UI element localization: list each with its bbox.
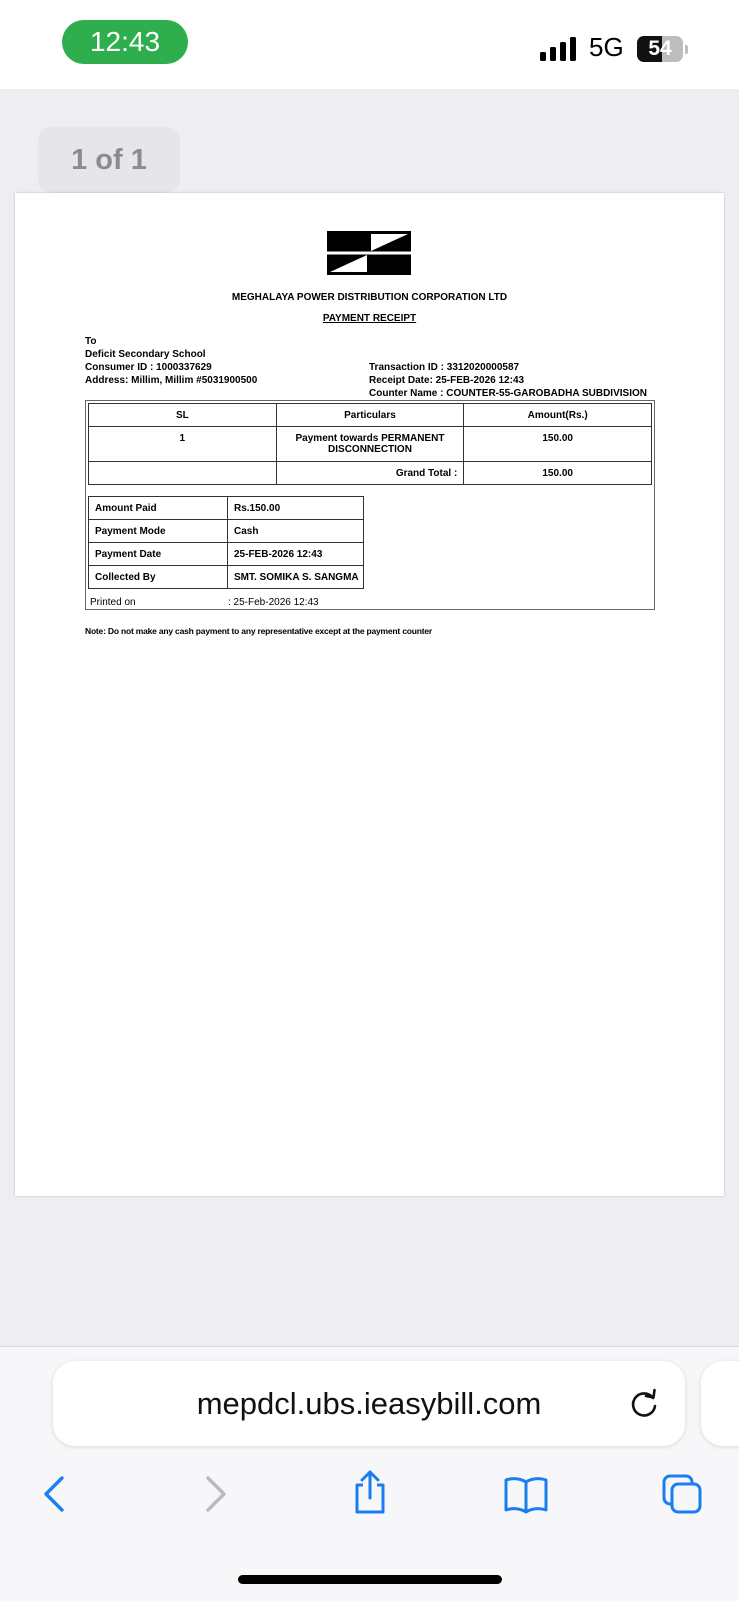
receipt-box — [85, 400, 655, 610]
status-bar — [0, 0, 739, 89]
grand-total-label: Grand Total : — [276, 462, 464, 485]
share-icon[interactable] — [348, 1468, 392, 1516]
payment-note: Note: Do not make any cash payment to any representative except at the payment counter — [85, 626, 432, 636]
url-text[interactable]: mepdcl.ubs.ieasybill.com — [196, 1386, 542, 1421]
network-type: 5G — [589, 32, 624, 62]
battery-level: 54 — [648, 37, 672, 60]
transaction-block — [369, 361, 647, 400]
company-logo — [327, 231, 411, 275]
summary-label: Payment Mode — [89, 520, 228, 543]
consumer-address: Address: Millim, Millim #5031900500 — [85, 375, 258, 386]
summary-label: Payment Date — [89, 543, 228, 566]
reload-icon[interactable] — [625, 1385, 663, 1423]
grand-total-value: 150.00 — [464, 462, 652, 485]
pdf-page[interactable] — [15, 193, 724, 1196]
battery-cap — [685, 45, 688, 54]
payment-summary-table — [88, 496, 364, 589]
next-tab-peek[interactable] — [701, 1361, 739, 1446]
consumer-name: Deficit Secondary School — [85, 349, 206, 360]
back-icon[interactable] — [34, 1472, 78, 1516]
summary-row-payment-mode — [89, 520, 364, 543]
consumer-id: Consumer ID : 1000337629 — [85, 362, 212, 373]
home-indicator[interactable] — [238, 1575, 502, 1584]
printed-on-label: Printed on — [90, 597, 136, 608]
grand-total-row — [89, 462, 652, 485]
summary-label: Collected By — [89, 566, 228, 589]
cellular-signal-icon — [540, 37, 578, 61]
summary-label: Amount Paid — [89, 497, 228, 520]
summary-value: Cash — [228, 520, 364, 543]
tabs-icon[interactable] — [660, 1472, 704, 1516]
receipt-date: Receipt Date: 25-FEB-2026 12:43 — [369, 375, 525, 386]
transaction-id: Transaction ID : 3312020000587 — [369, 362, 520, 373]
row-sl: 1 — [89, 427, 277, 462]
bookmarks-icon[interactable] — [502, 1472, 550, 1516]
printed-on-value: : 25-Feb-2026 12:43 — [228, 597, 319, 608]
battery-icon — [637, 36, 683, 62]
address-bar[interactable] — [53, 1361, 685, 1446]
summary-row-amount-paid — [89, 497, 364, 520]
table-header-row — [89, 404, 652, 427]
row-particulars: Payment towards PERMANENT DISCONNECTION — [276, 427, 464, 462]
to-label: To — [85, 336, 97, 347]
status-time[interactable]: 12:43 — [62, 20, 188, 64]
table-row — [89, 427, 652, 462]
grand-total-empty — [89, 462, 277, 485]
summary-value: Rs.150.00 — [228, 497, 364, 520]
summary-value: 25-FEB-2026 12:43 — [228, 543, 364, 566]
summary-value: SMT. SOMIKA S. SANGMA — [228, 566, 364, 589]
summary-row-collected-by — [89, 566, 364, 589]
header-particulars: Particulars — [276, 404, 464, 427]
row-amount: 150.00 — [464, 427, 652, 462]
header-amount: Amount(Rs.) — [464, 404, 652, 427]
items-table — [88, 403, 652, 485]
page-indicator: 1 of 1 — [38, 127, 180, 193]
header-sl: SL — [89, 404, 277, 427]
counter-name: Counter Name : COUNTER-55-GAROBADHA SUBDIVISION — [369, 388, 647, 399]
receipt-title: PAYMENT RECEIPT — [322, 313, 417, 324]
summary-row-payment-date — [89, 543, 364, 566]
company-name: MEGHALAYA POWER DISTRIBUTION CORPORATION LTD — [231, 292, 508, 303]
forward-icon[interactable] — [192, 1472, 236, 1516]
recipient-block — [85, 335, 257, 387]
